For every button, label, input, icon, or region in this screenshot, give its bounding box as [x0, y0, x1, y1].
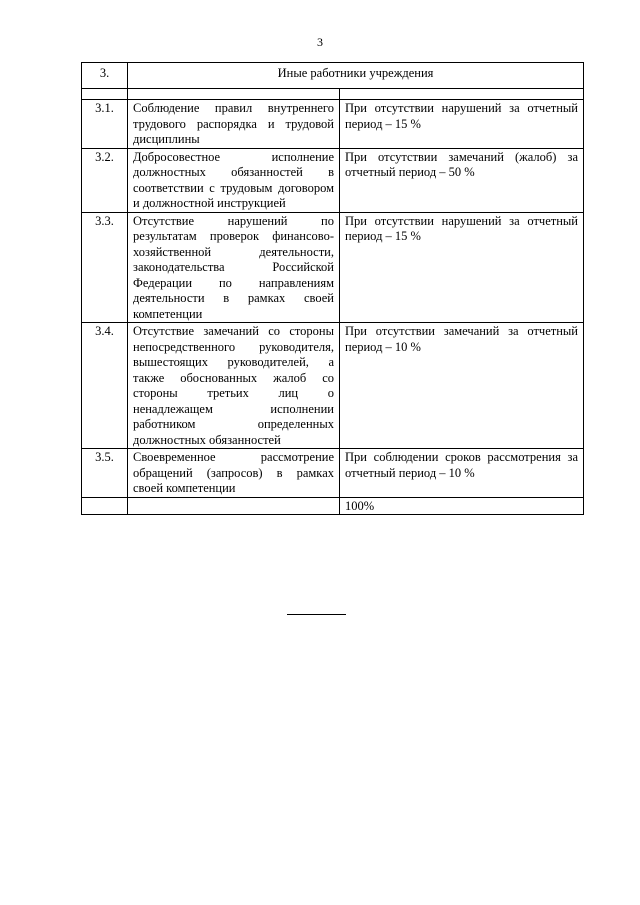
- page-number: 3: [317, 35, 323, 49]
- section-number: 3.: [82, 63, 128, 89]
- row-number: 3.4.: [82, 323, 128, 449]
- criterion-cell: Соблюдение правил внутреннего трудового распорядка и трудовой дисциплины: [128, 100, 340, 149]
- spacer-row: [82, 89, 584, 100]
- section-title: Иные работники учреждения: [128, 63, 584, 89]
- criterion-cell: Своевременное рассмотрение обращений (запросов) в рамках своей компетенции: [128, 449, 340, 498]
- row-number: 3.5.: [82, 449, 128, 498]
- condition-cell: При отсутствии нарушений за отчетный период – 15 %: [340, 100, 584, 149]
- total-empty-cell: [128, 497, 340, 515]
- spacer-cell: [82, 89, 128, 100]
- total-value: 100%: [340, 497, 584, 515]
- total-empty-cell: [82, 497, 128, 515]
- criterion-cell: Отсутствие нарушений по результатам проверок финансово-хозяйственной деятельности, законодательства Российской Федерации по направлениям деятельности в рамках своей компетенции: [128, 212, 340, 323]
- condition-cell: При соблюдении сроков рассмотрения за отчетный период – 10 %: [340, 449, 584, 498]
- table-row: [82, 449, 584, 498]
- footer-divider: [287, 614, 346, 615]
- condition-cell: При отсутствии замечаний за отчетный период – 10 %: [340, 323, 584, 449]
- criterion-cell: Добросовестное исполнение должностных обязанностей в соответствии с трудовым договором и должностной инструкцией: [128, 148, 340, 212]
- criteria-table: [81, 62, 584, 515]
- table-row: [82, 148, 584, 212]
- row-number: 3.3.: [82, 212, 128, 323]
- table-row: [82, 212, 584, 323]
- condition-cell: При отсутствии нарушений за отчетный период – 15 %: [340, 212, 584, 323]
- table-row: [82, 100, 584, 149]
- spacer-cell: [340, 89, 584, 100]
- total-row: [82, 497, 584, 515]
- section-header-row: [82, 63, 584, 89]
- condition-cell: При отсутствии замечаний (жалоб) за отчетный период – 50 %: [340, 148, 584, 212]
- spacer-cell: [128, 89, 340, 100]
- row-number: 3.2.: [82, 148, 128, 212]
- row-number: 3.1.: [82, 100, 128, 149]
- criterion-cell: Отсутствие замечаний со стороны непосредственного руководителя, вышестоящих руководителей, а также обоснованных жалоб со стороны третьих лиц о ненадлежащем исполнении работником определенных должностных обязанностей: [128, 323, 340, 449]
- table-row: [82, 323, 584, 449]
